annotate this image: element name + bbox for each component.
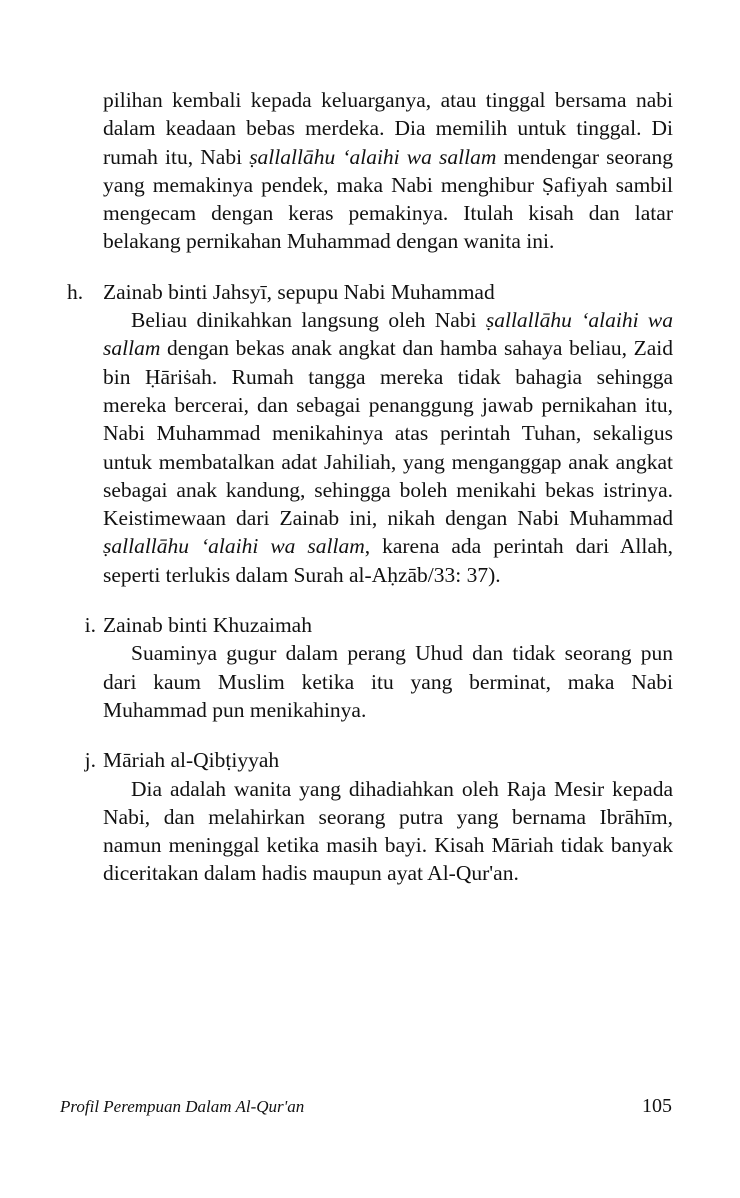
section-paragraph: Dia adalah wanita yang dihadiahkan oleh Raja Mesir kepada Nabi, dan melahirkan seorang putra yang bernama Ibrāhīm, namun meninggal ketika masih bayi. Kisah Māriah tidak banyak diceritakan dalam hadis maupun ayat Al-Qur'an.	[103, 776, 673, 886]
honorific-italic: ṣallallāhu ‘alaihi wa sallam	[249, 144, 497, 169]
section-heading-row	[67, 611, 673, 639]
section-heading-row	[67, 278, 673, 306]
section-paragraph: Suaminya gugur dalam perang Uhud dan tidak seorang pun dari kaum Muslim ketika itu yang berminat, maka Nabi Muhammad pun menikahinya.	[103, 641, 673, 722]
section-text-mid: dengan bekas anak angkat dan hamba sahaya beliau, Zaid bin Ḥāriṡah. Rumah tangga mereka tidak bahagia sehingga mereka bercerai, dan sebagai penanggung jawab pernikahan itu, Nabi Muhammad menikahinya atas perintah Tuhan, sekaligus untuk membatalkan adat Jahiliah, yang menganggap anak angkat sebagai anak kandung, sehingga boleh menikahi bekas istrinya. Keistimewaan dari Zainab ini, nikah dengan Nabi Muhammad	[103, 336, 673, 531]
page-body	[67, 86, 673, 888]
section-text-pre: Beliau dinikahkan langsung oleh Nabi	[131, 308, 486, 333]
intro-text-post: mendengar seorang yang memakinya pendek, maka Nabi menghibur Ṣafiyah sambil mengecam dengan keras pemakinya. Itulah kisah dan latar belakang pernikahan Muhammad dengan wanita ini.	[103, 144, 673, 254]
section-i	[84, 611, 673, 724]
page-number: 105	[642, 1095, 672, 1117]
intro-paragraph	[103, 86, 673, 256]
honorific-italic: ṣallallāhu ‘alaihi wa sallam	[103, 534, 365, 559]
section-marker: h.	[67, 279, 84, 304]
section-heading: Zainab binti Khuzaimah	[103, 613, 312, 638]
page-footer	[60, 1095, 672, 1118]
running-footer-title: Profil Perempuan Dalam Al-Qur'an	[60, 1097, 305, 1116]
section-h	[67, 278, 673, 589]
section-heading: Zainab binti Jahsyī, sepupu Nabi Muhammad	[103, 279, 495, 304]
section-heading: Māriah al-Qibṭiyyah	[103, 748, 280, 773]
section-marker: j.	[84, 748, 96, 773]
section-text-post: , karena ada perintah dari Allah, seperti terlukis dalam Surah al-Aḥzāb/33: 37).	[103, 534, 673, 587]
section-marker: i.	[84, 613, 96, 638]
section-heading-row	[67, 746, 673, 774]
honorific-italic: ṣallallāhu ‘alaihi wa sallam	[103, 308, 673, 361]
section-paragraph	[103, 306, 673, 589]
section-j	[84, 746, 673, 887]
intro-text-pre: pilihan kembali kepada keluarganya, atau tinggal bersama nabi dalam keadaan bebas merdeka. Dia memilih untuk tinggal. Di rumah itu, Nabi	[103, 88, 673, 169]
